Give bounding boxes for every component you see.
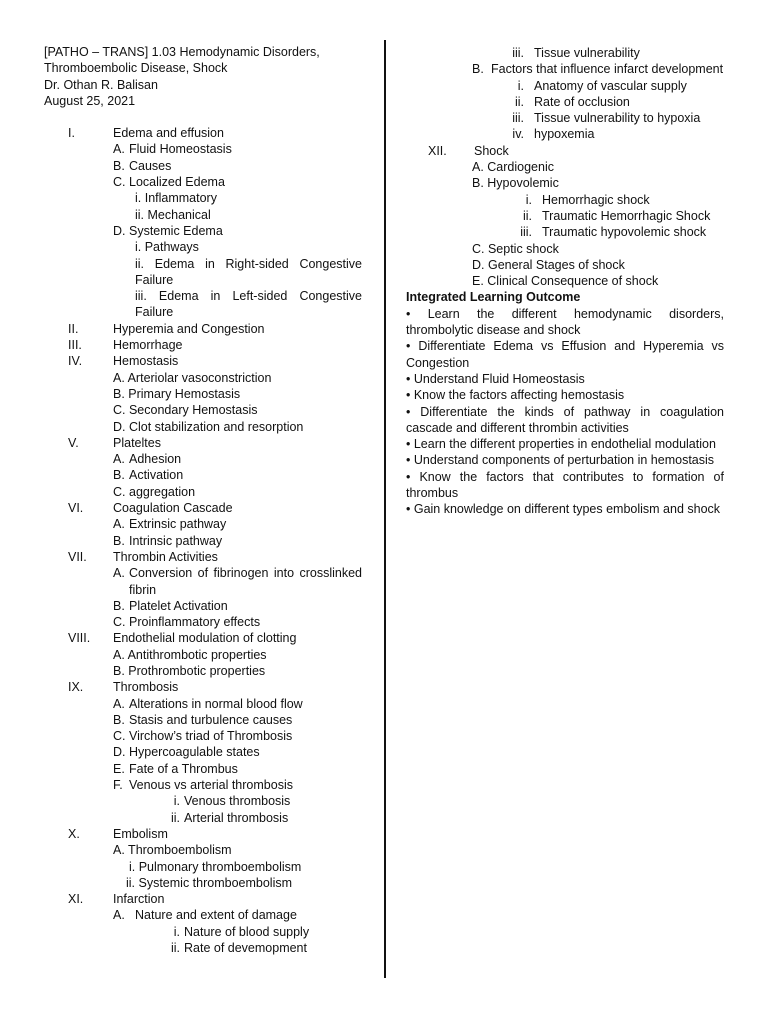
item-marker: B.: [113, 468, 125, 483]
item-marker: ii.: [170, 941, 180, 956]
section-number: V.: [68, 435, 79, 450]
item-text: Stasis and turbulence causes: [129, 712, 293, 727]
item-marker: A.: [113, 452, 125, 467]
section-number: XII.: [428, 143, 447, 158]
outcome-item: • Learn the different properties in endothelial modulation: [406, 437, 716, 452]
item-text: Causes: [129, 158, 172, 173]
outcome-item: • Learn the different hemodynamic disorders, thrombolytic disease and shock: [406, 306, 724, 338]
item-text: Systemic Edema: [129, 223, 223, 238]
section-title: Shock: [474, 143, 509, 158]
item-marker: B.: [113, 158, 125, 173]
section-title: Embolism: [113, 826, 168, 841]
outline-subitem: [506, 224, 724, 240]
item-text: Adhesion: [129, 452, 182, 467]
outline-subitem: ii. Edema in Right-sided Congestive Failure: [135, 256, 362, 287]
outline-item: [113, 728, 362, 744]
item-marker: C.: [113, 615, 126, 630]
item-marker: A.: [113, 566, 125, 581]
item-text: Venous vs arterial thrombosis: [129, 778, 293, 793]
item-text: Anatomy of vascular supply: [534, 78, 687, 93]
item-marker: D.: [113, 745, 126, 760]
outline-item: C. Secondary Hemostasis: [113, 403, 258, 418]
outline-item: [113, 614, 362, 630]
outline-item: D. General Stages of shock: [472, 257, 625, 272]
item-text: Hypercoagulable states: [129, 745, 260, 760]
item-text: Activation: [129, 468, 184, 483]
item-text: Traumatic Hemorrhagic Shock: [542, 208, 711, 223]
outcome-item: • Know the factors that contributes to formation of thrombus: [406, 469, 724, 501]
outcomes-heading: Integrated Learning Outcome: [406, 290, 581, 305]
item-marker: ii.: [514, 94, 524, 109]
item-marker: A.: [113, 517, 125, 532]
outline-item: A. Arteriolar vasoconstriction: [113, 370, 272, 385]
outline-section: [44, 125, 362, 141]
item-text: Factors that influence infarct development: [491, 62, 724, 77]
item-text: Arterial thrombosis: [184, 810, 289, 825]
outline-item: B. Prothrombotic properties: [113, 663, 266, 678]
outline-item: [113, 533, 362, 549]
outline-subitem: ii. Mechanical: [135, 207, 211, 222]
outline-item: [472, 61, 724, 77]
item-marker: iv.: [512, 127, 524, 142]
left-column: [44, 44, 362, 956]
section-title: Infarction: [113, 892, 165, 907]
outline-subitem: [498, 78, 724, 94]
section-number: I.: [68, 126, 75, 141]
outcome-item: • Differentiate Edema vs Effusion and Hyperemia vs Congestion: [406, 339, 724, 370]
outline-section: [44, 435, 362, 451]
item-text: Platelet Activation: [129, 598, 228, 613]
section-number: VIII.: [68, 631, 91, 646]
outline-section: [44, 826, 362, 842]
outline-subitem: iii. Edema in Left-sided Congestive Failure: [135, 289, 362, 320]
item-marker: A.: [113, 696, 125, 711]
item-marker: B.: [113, 533, 125, 548]
document-author: Dr. Othan R. Balisan: [44, 77, 158, 92]
outline-subitem: [506, 208, 724, 224]
outline-subitem: ii. Systemic thromboembolism: [126, 875, 293, 890]
outline-item: [113, 761, 362, 777]
outline-section: [44, 630, 362, 646]
outline-subitem: [498, 45, 724, 61]
section-number: IV.: [68, 354, 83, 369]
outline-item: [113, 174, 362, 190]
outline-subitem: [498, 94, 724, 110]
outline-item: B. Primary Hemostasis: [113, 386, 241, 401]
outline-subitem: [158, 793, 362, 809]
item-text: Extrinsic pathway: [129, 517, 227, 532]
document-title: [PATHO – TRANS] 1.03 Hemodynamic Disorders, Thromboembolic Disease, Shock: [44, 45, 320, 76]
item-marker: A.: [113, 908, 125, 923]
outline-item: [113, 696, 362, 712]
section-title: Thrombin Activities: [113, 549, 218, 564]
section-title: Coagulation Cascade: [113, 501, 233, 516]
item-text: Localized Edema: [129, 175, 225, 190]
section-number: IX.: [68, 680, 84, 695]
item-marker: i.: [525, 192, 532, 207]
item-marker: iii.: [520, 225, 532, 240]
item-text: Virchow’s triad of Thrombosis: [129, 729, 293, 744]
outcome-item: • Know the factors affecting hemostasis: [406, 388, 625, 403]
outline-item: [113, 141, 362, 157]
item-marker: B.: [472, 62, 484, 77]
outline-item: C. Septic shock: [472, 241, 559, 256]
outline-item: [113, 223, 362, 239]
item-text: Conversion of fibrinogen into crosslinked fibrin: [129, 566, 362, 597]
item-marker: F.: [113, 778, 123, 793]
item-text: Proinflammatory effects: [129, 615, 261, 630]
document-header: [44, 44, 362, 109]
section-number: II.: [68, 321, 79, 336]
item-text: Nature of blood supply: [184, 924, 310, 939]
outline-section: [44, 679, 362, 695]
outline-subitem: [506, 192, 724, 208]
outline-item: [113, 158, 362, 174]
outline-item: [113, 565, 362, 598]
outline-section: [44, 891, 362, 907]
outline-item: A. Antithrombotic properties: [113, 647, 267, 662]
section-title: Plateltes: [113, 435, 161, 450]
outline-subitem: [158, 810, 362, 826]
section-title: Hemostasis: [113, 354, 179, 369]
outline-item: A. Thromboembolism: [113, 843, 232, 858]
item-marker: B.: [113, 712, 125, 727]
item-text: aggregation: [129, 484, 196, 499]
item-text: Tissue vulnerability: [534, 46, 640, 60]
outline-item: E. Clinical Consequence of shock: [472, 274, 659, 289]
outline-item: [113, 516, 362, 532]
outline-subitem: i. Pathways: [135, 240, 199, 255]
section-number: VII.: [68, 549, 87, 564]
item-text: Alterations in normal blood flow: [129, 696, 303, 711]
item-marker: A.: [113, 142, 125, 157]
item-text: Rate of devemopment: [184, 941, 307, 956]
item-marker: E.: [113, 761, 125, 776]
item-text: Traumatic hypovolemic shock: [542, 225, 707, 240]
outline-subitem: i. Inflammatory: [135, 191, 217, 206]
outline-subitem: [498, 110, 724, 126]
outline-subitem: [158, 924, 362, 940]
outline-section: [44, 321, 362, 337]
column-divider: [384, 40, 386, 978]
item-text: Intrinsic pathway: [129, 533, 223, 548]
item-marker: C.: [113, 729, 126, 744]
outcome-item: • Understand Fluid Homeostasis: [406, 371, 585, 386]
section-title: Endothelial modulation of clotting: [113, 631, 297, 646]
outline-section: [44, 337, 362, 353]
item-text: Venous thrombosis: [184, 794, 291, 809]
outcome-item: • Differentiate the kinds of pathway in coagulation cascade and different thrombin activities: [406, 404, 724, 435]
outline-item: B. Hypovolemic: [472, 176, 559, 191]
outline-item: [113, 451, 362, 467]
item-marker: C.: [113, 484, 126, 499]
item-text: Nature and extent of damage: [135, 908, 297, 923]
section-number: VI.: [68, 501, 84, 516]
item-marker: i.: [517, 78, 524, 93]
outline-item: [113, 598, 362, 614]
item-marker: i.: [173, 794, 180, 809]
section-number: III.: [68, 338, 82, 353]
outcomes-list: [406, 306, 724, 518]
outline-item: [113, 907, 362, 923]
outline-item: A. Cardiogenic: [472, 160, 554, 175]
outline-section: [44, 500, 362, 516]
section-number: XI.: [68, 892, 84, 907]
outcome-item: • Understand components of perturbation in hemostasis: [406, 453, 715, 468]
item-marker: i.: [173, 924, 180, 939]
item-marker: C.: [113, 175, 126, 190]
outcome-item: • Gain knowledge on different types embolism and shock: [406, 502, 721, 517]
item-marker: B.: [113, 598, 125, 613]
item-text: Fate of a Thrombus: [129, 761, 238, 776]
outline-section: [44, 353, 362, 369]
outline-item: D. Clot stabilization and resorption: [113, 419, 304, 434]
outline-section: [406, 143, 724, 159]
outline-section: [44, 549, 362, 565]
outline-subitem: i. Pulmonary thromboembolism: [129, 859, 302, 874]
item-marker: iii.: [512, 46, 524, 60]
outline-subitem: [158, 940, 362, 956]
item-marker: D.: [113, 223, 126, 238]
outline-item: [113, 712, 362, 728]
right-column: [406, 45, 724, 518]
item-text: Rate of occlusion: [534, 94, 630, 109]
item-text: Hemorrhagic shock: [542, 192, 650, 207]
item-marker: ii.: [522, 208, 532, 223]
item-text: Tissue vulnerability to hypoxia: [534, 111, 701, 126]
outline-item: [113, 484, 362, 500]
item-marker: iii.: [512, 111, 524, 126]
outline-item: [113, 777, 362, 793]
section-number: X.: [68, 826, 80, 841]
section-title: Edema and effusion: [113, 126, 224, 141]
outline-item: [113, 744, 362, 760]
outline-item: [113, 467, 362, 483]
section-title: Hemorrhage: [113, 338, 183, 353]
item-text: hypoxemia: [534, 127, 595, 142]
item-marker: ii.: [170, 810, 180, 825]
section-title: Hyperemia and Congestion: [113, 321, 265, 336]
section-title: Thrombosis: [113, 680, 179, 695]
item-text: Fluid Homeostasis: [129, 142, 232, 157]
outline-subitem: [498, 126, 724, 142]
document-date: August 25, 2021: [44, 93, 136, 108]
